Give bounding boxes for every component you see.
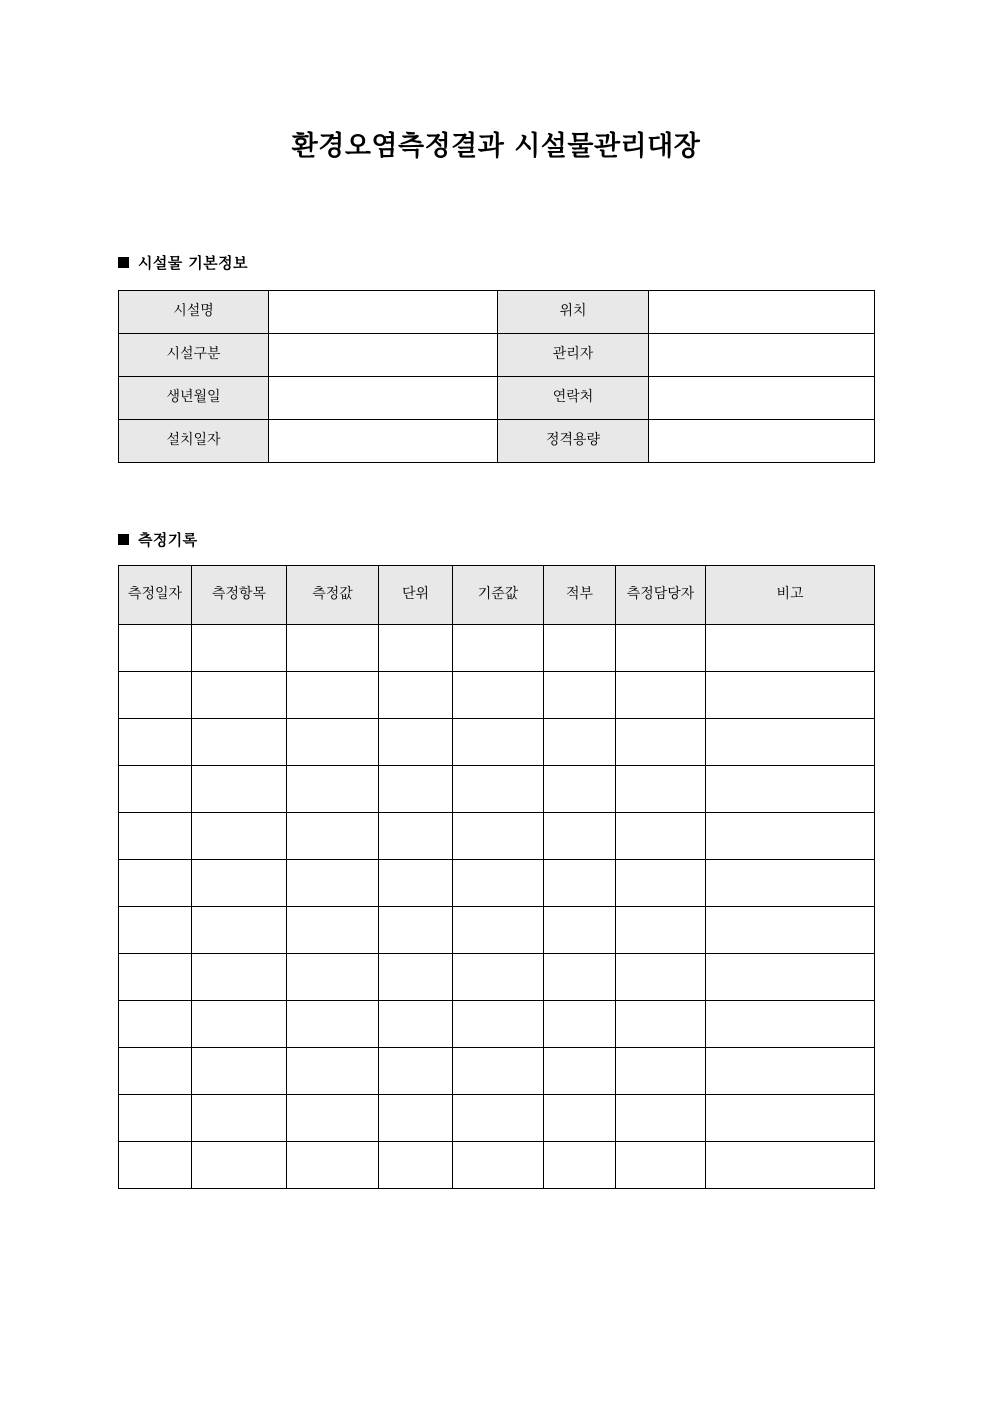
cell-measure-date[interactable] [119,813,192,860]
cell-conformity[interactable] [544,813,616,860]
cell-conformity[interactable] [544,860,616,907]
field-value-facility-type[interactable] [269,334,498,377]
field-label-contact: 연락처 [498,377,649,420]
field-value-location[interactable] [649,291,875,334]
table-row [119,377,875,420]
cell-standard-value[interactable] [453,625,544,672]
cell-measurer[interactable] [616,1142,706,1189]
cell-measurer[interactable] [616,813,706,860]
cell-standard-value[interactable] [453,907,544,954]
cell-unit[interactable] [379,672,453,719]
cell-remarks[interactable] [706,954,875,1001]
cell-remarks[interactable] [706,860,875,907]
table-row [119,860,875,907]
cell-measure-item[interactable] [192,1001,287,1048]
cell-remarks[interactable] [706,1142,875,1189]
cell-unit[interactable] [379,766,453,813]
cell-measure-date[interactable] [119,1048,192,1095]
cell-measured-value[interactable] [287,719,379,766]
table-row [119,954,875,1001]
table-row [119,334,875,377]
cell-measure-date[interactable] [119,860,192,907]
cell-standard-value[interactable] [453,1048,544,1095]
field-label-facility-name: 시설명 [119,291,269,334]
cell-measure-item[interactable] [192,860,287,907]
cell-measure-item[interactable] [192,719,287,766]
cell-measured-value[interactable] [287,907,379,954]
cell-measurer[interactable] [616,719,706,766]
cell-measured-value[interactable] [287,1142,379,1189]
cell-unit[interactable] [379,1001,453,1048]
cell-remarks[interactable] [706,1001,875,1048]
column-header-remarks: 비고 [706,566,875,625]
table-row [119,672,875,719]
cell-unit[interactable] [379,1048,453,1095]
cell-remarks[interactable] [706,625,875,672]
cell-unit[interactable] [379,1142,453,1189]
column-header-unit: 단위 [379,566,453,625]
cell-measurer[interactable] [616,1048,706,1095]
field-label-manager: 관리자 [498,334,649,377]
cell-measure-item[interactable] [192,672,287,719]
field-value-contact[interactable] [649,377,875,420]
field-value-rated-capacity[interactable] [649,420,875,463]
cell-measured-value[interactable] [287,766,379,813]
field-label-rated-capacity: 정격용량 [498,420,649,463]
cell-measure-item[interactable] [192,907,287,954]
cell-measure-item[interactable] [192,625,287,672]
page-title: 환경오염측정결과 시설물관리대장 [291,131,701,162]
cell-remarks[interactable] [706,1048,875,1095]
cell-measured-value[interactable] [287,1048,379,1095]
table-row [119,813,875,860]
cell-measure-item[interactable] [192,1142,287,1189]
cell-conformity[interactable] [544,719,616,766]
cell-measure-date[interactable] [119,1142,192,1189]
field-value-manager[interactable] [649,334,875,377]
cell-measure-item[interactable] [192,1048,287,1095]
cell-measured-value[interactable] [287,672,379,719]
cell-standard-value[interactable] [453,766,544,813]
cell-measure-date[interactable] [119,954,192,1001]
cell-conformity[interactable] [544,954,616,1001]
cell-measurer[interactable] [616,954,706,1001]
cell-measure-date[interactable] [119,672,192,719]
square-bullet-icon [118,534,129,545]
cell-measure-item[interactable] [192,954,287,1001]
cell-measure-date[interactable] [119,719,192,766]
table-row [119,907,875,954]
section-heading-measurement-records-label: 측정기록 [138,531,198,549]
cell-measure-item[interactable] [192,1095,287,1142]
field-value-birth-date[interactable] [269,377,498,420]
section-heading-basic-info [118,252,248,273]
cell-measure-date[interactable] [119,766,192,813]
square-bullet-icon [118,257,129,268]
cell-measured-value[interactable] [287,1001,379,1048]
cell-conformity[interactable] [544,907,616,954]
cell-unit[interactable] [379,813,453,860]
cell-measured-value[interactable] [287,860,379,907]
table-row [119,719,875,766]
cell-measured-value[interactable] [287,1095,379,1142]
cell-standard-value[interactable] [453,1095,544,1142]
field-label-birth-date: 생년월일 [119,377,269,420]
cell-conformity[interactable] [544,1095,616,1142]
cell-conformity[interactable] [544,766,616,813]
cell-measurer[interactable] [616,1095,706,1142]
table-row [119,766,875,813]
cell-unit[interactable] [379,719,453,766]
cell-remarks[interactable] [706,813,875,860]
cell-conformity[interactable] [544,1048,616,1095]
cell-standard-value[interactable] [453,672,544,719]
field-label-location: 위치 [498,291,649,334]
cell-standard-value[interactable] [453,1001,544,1048]
table-row [119,625,875,672]
section-heading-basic-info-label: 시설물 기본정보 [138,254,248,272]
cell-conformity[interactable] [544,1142,616,1189]
cell-unit[interactable] [379,907,453,954]
cell-unit[interactable] [379,954,453,1001]
cell-measure-item[interactable] [192,766,287,813]
cell-measured-value[interactable] [287,813,379,860]
cell-conformity[interactable] [544,1001,616,1048]
cell-measure-date[interactable] [119,907,192,954]
measurement-records-table [118,565,875,1189]
column-header-measure-item: 측정항목 [192,566,287,625]
cell-measurer[interactable] [616,625,706,672]
cell-conformity[interactable] [544,625,616,672]
column-header-standard-value: 기준값 [453,566,544,625]
cell-measurer[interactable] [616,672,706,719]
cell-standard-value[interactable] [453,1142,544,1189]
cell-measure-date[interactable] [119,1095,192,1142]
cell-standard-value[interactable] [453,954,544,1001]
cell-measurer[interactable] [616,1001,706,1048]
column-header-measured-value: 측정값 [287,566,379,625]
cell-measurer[interactable] [616,860,706,907]
cell-measured-value[interactable] [287,625,379,672]
table-row [119,1001,875,1048]
cell-remarks[interactable] [706,719,875,766]
basic-info-table [118,290,875,463]
field-label-install-date: 설치일자 [119,420,269,463]
column-header-measure-date: 측정일자 [119,566,192,625]
cell-measurer[interactable] [616,766,706,813]
section-heading-measurement-records [118,529,198,550]
cell-remarks[interactable] [706,1095,875,1142]
column-header-conformity: 적부 [544,566,616,625]
cell-measurer[interactable] [616,907,706,954]
cell-unit[interactable] [379,1095,453,1142]
cell-measure-item[interactable] [192,813,287,860]
cell-unit[interactable] [379,860,453,907]
field-label-facility-type: 시설구분 [119,334,269,377]
cell-standard-value[interactable] [453,813,544,860]
cell-remarks[interactable] [706,766,875,813]
field-value-facility-name[interactable] [269,291,498,334]
cell-conformity[interactable] [544,672,616,719]
cell-unit[interactable] [379,625,453,672]
cell-standard-value[interactable] [453,860,544,907]
table-row [119,291,875,334]
cell-remarks[interactable] [706,672,875,719]
table-header-row [119,566,875,625]
cell-remarks[interactable] [706,907,875,954]
table-row [119,1095,875,1142]
column-header-measurer: 측정담당자 [616,566,706,625]
field-value-install-date[interactable] [269,420,498,463]
cell-measured-value[interactable] [287,954,379,1001]
cell-measure-date[interactable] [119,1001,192,1048]
cell-standard-value[interactable] [453,719,544,766]
table-row [119,1048,875,1095]
table-row [119,1142,875,1189]
cell-measure-date[interactable] [119,625,192,672]
table-row [119,420,875,463]
